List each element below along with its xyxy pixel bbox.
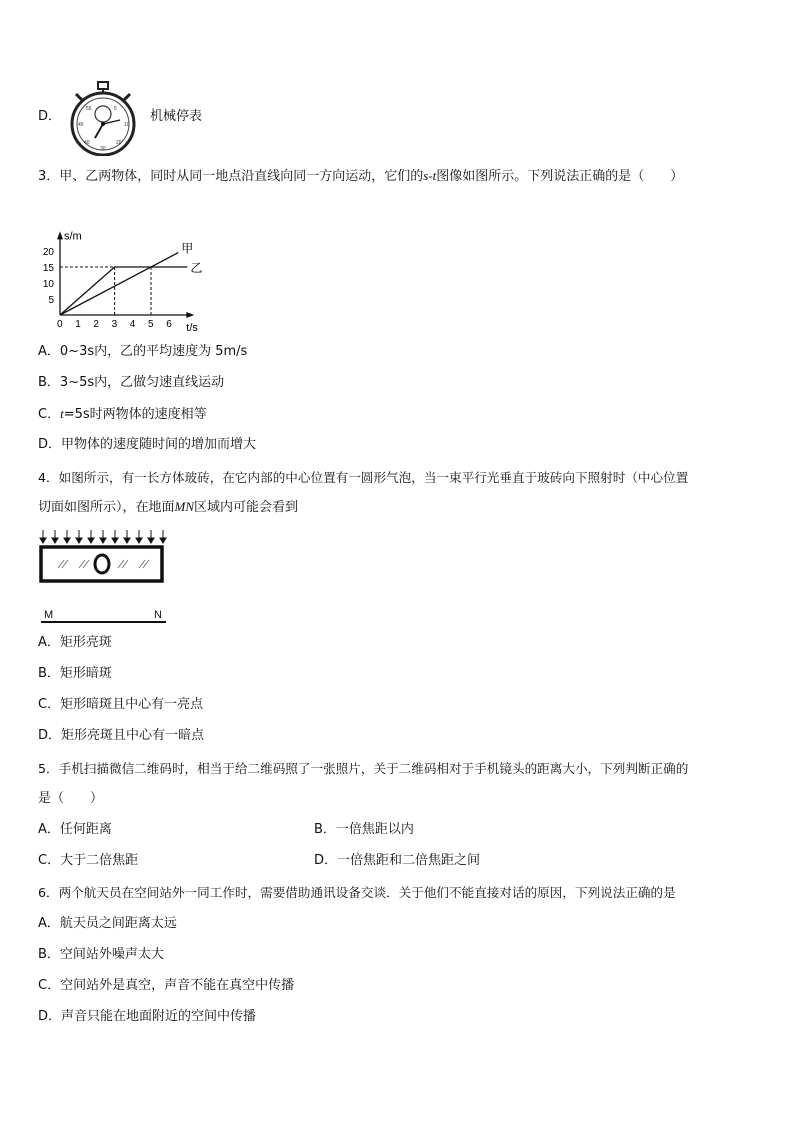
option-text: 任何距离 <box>59 822 112 837</box>
q4-option-d <box>38 727 204 745</box>
y-axis-label: s/m <box>64 230 82 243</box>
svg-text:30: 30 <box>100 146 106 152</box>
q4-option-a <box>38 634 112 652</box>
q6-option-d <box>38 1008 256 1026</box>
q3-option-a <box>38 343 247 361</box>
option-text: 甲物体的速度随时间的增加而增大 <box>61 437 257 452</box>
q2-option-d <box>38 108 61 126</box>
glass-brick-figure <box>36 528 176 628</box>
x-tick-label: 1 <box>75 319 81 330</box>
q5-option-b <box>314 821 414 839</box>
option-text: 声音只能在地面附近的空间中传播 <box>61 1009 257 1024</box>
option-letter: B． <box>38 666 60 681</box>
option-text: 矩形亮斑且中心有一暗点 <box>61 728 205 743</box>
option-text: 空间站外噪声太大 <box>59 947 164 962</box>
option-letter: B． <box>38 375 60 390</box>
q3-option-b <box>38 374 224 392</box>
x-tick-label: 2 <box>93 319 99 330</box>
x-tick-label: 5 <box>148 319 154 330</box>
svg-text:40: 40 <box>84 140 90 146</box>
y-tick-label: 10 <box>42 279 54 290</box>
svg-text:20: 20 <box>116 140 122 146</box>
y-tick-label: 15 <box>42 263 54 274</box>
y-axis-arrow <box>57 231 63 239</box>
q2-option-d-text: 机械停表 <box>150 109 203 124</box>
option-letter: A． <box>38 822 60 837</box>
option-text: 一倍焦距以内 <box>335 822 414 837</box>
x-tick-label: 3 <box>111 319 118 330</box>
option-letter: B． <box>314 822 336 837</box>
st-chart <box>32 193 232 333</box>
svg-text:10: 10 <box>124 122 130 128</box>
x-tick-label: 6 <box>166 319 172 330</box>
q3-option-d <box>38 436 256 454</box>
option-letter: C． <box>38 978 61 993</box>
label-m: M <box>44 609 54 621</box>
option-letter: C． <box>38 407 61 422</box>
option-letter: B． <box>38 947 60 962</box>
option-letter: A． <box>38 344 60 359</box>
series-line-yi <box>60 267 187 315</box>
q5-stem-line1: 5．手机扫描微信二维码时，相当于给二维码照了一张照片，关于二维码相对于手机镜头的距离大小，下列判断正确的 <box>38 761 689 776</box>
option-text: 3~5s内，乙做匀速直线运动 <box>59 375 225 390</box>
option-text: 空间站外是真空，声音不能在真空中传播 <box>60 978 295 993</box>
q4-stem-variable: MN <box>174 499 195 514</box>
q4-stem-line2: 切面如图所示），在地面MN区域内可能会看到 <box>38 499 299 515</box>
option-text: 大于二倍焦距 <box>60 853 139 868</box>
q4-option-b <box>38 665 112 683</box>
x-axis-arrow <box>186 312 194 318</box>
q4-stem-line1: 4．如图所示，有一长方体玻砖，在它内部的中心位置有一圆形气泡，当一束平行光垂直于玻砖向下照射时（中心位置 <box>38 470 689 485</box>
svg-text:45: 45 <box>78 122 84 128</box>
option-text: 一倍焦距和二倍焦距之间 <box>337 853 481 868</box>
option-text: 航天员之间距离太远 <box>59 916 177 931</box>
option-letter: D． <box>38 1009 62 1024</box>
x-axis-label: t/s <box>186 322 198 333</box>
option-text: 矩形暗斑 <box>59 666 112 681</box>
x-tick-label: 0 <box>57 319 63 330</box>
option-variable: t <box>60 406 64 421</box>
option-letter: A． <box>38 916 60 931</box>
q6-option-b <box>38 946 164 964</box>
option-letter: D． <box>38 728 62 743</box>
q5-option-a <box>38 821 112 839</box>
option-text: =5s时两物体的速度相等 <box>63 407 207 422</box>
y-tick-label: 5 <box>48 295 54 306</box>
option-letter: D． <box>38 109 62 124</box>
option-letter: C． <box>38 853 61 868</box>
q4-option-c <box>38 696 203 714</box>
option-text: 矩形亮斑 <box>59 635 112 650</box>
y-tick-label: 20 <box>42 247 54 258</box>
q5-option-d <box>314 852 480 870</box>
series-label: 甲 <box>181 241 194 256</box>
q6-option-a <box>38 915 177 933</box>
label-n: N <box>154 609 162 621</box>
option-letter: C． <box>38 697 61 712</box>
option-letter: D． <box>314 853 338 868</box>
q5-stem-line2: 是（ ） <box>38 791 104 806</box>
q6-stem: 6．两个航天员在空间站外一同工作时，需要借助通讯设备交谈．关于他们不能直接对话的原因，下列说法正确的是 <box>38 885 676 900</box>
series-line-jia <box>60 253 178 315</box>
x-tick-label: 4 <box>129 319 136 330</box>
q3-stem-variable: s-t <box>423 168 437 183</box>
option-letter: A． <box>38 635 60 650</box>
q6-option-c <box>38 977 294 995</box>
q3-stem: 3．甲、乙两物体，同时从同一地点沿直线向同一方向运动，它们的s-t图像如图所示。下列说法正确的是（ ） <box>38 168 684 184</box>
svg-text:5: 5 <box>114 106 117 112</box>
series-label: 乙 <box>190 261 203 275</box>
option-text: 0~3s内，乙的平均速度为 5m/s <box>59 344 248 359</box>
stopwatch-icon <box>64 80 144 156</box>
q3-option-c <box>38 405 207 424</box>
q5-option-c <box>38 852 138 870</box>
svg-text:55: 55 <box>86 106 92 112</box>
option-letter: D． <box>38 437 62 452</box>
option-text: 矩形暗斑且中心有一亮点 <box>60 697 204 712</box>
